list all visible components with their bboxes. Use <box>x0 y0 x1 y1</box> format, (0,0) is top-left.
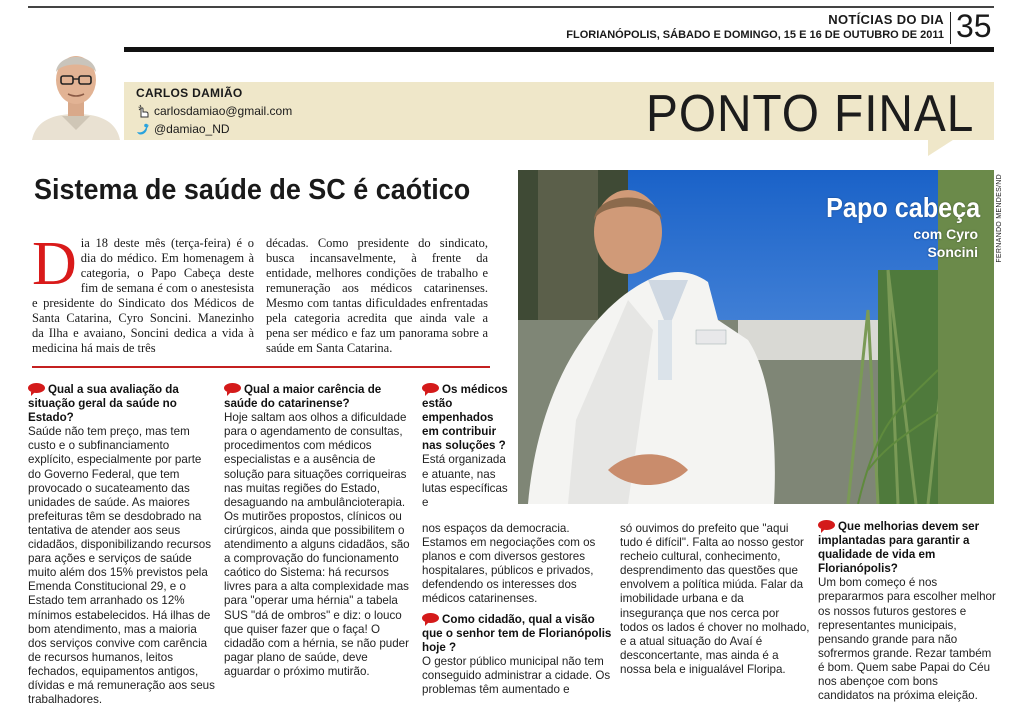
question-5 <box>818 520 996 576</box>
page-number-divider <box>950 12 951 44</box>
author-twitter[interactable]: @damiao_ND <box>154 122 230 136</box>
author-email-row <box>136 104 292 118</box>
photo-title: Papo cabeça <box>825 192 980 223</box>
question-1-text: Qual a sua avaliação da situação geral da saúde no Estado? <box>28 383 179 425</box>
answer-4-part-2: só ouvimos do prefeito que "aqui tudo é difícil". Falta ao nosso gestor recheio cultural, conhecimento, desprendimento das questões que envolvem a política miúda. Falar da imobilidade urbana e da insegurança que nos cerca por todos os lados é chover no molhado, e a atual situação do Avaí é desconcertante, mas ainda é a nossa bela e inigualável Floripa. <box>620 522 810 676</box>
article-headline: Sistema de saúde de SC é caótico <box>34 174 471 206</box>
intro-text-1: ia 18 deste mês (terça-feira) é o dia do médico. Em homenagem à categoria, o Papo Cabeça deste fim de semana é com o anestesista e presidente do Sindicato dos Médicos de Santa Catarina, Cyro Soncini. Manezinho da Ilha e avaiano, Soncini dedica a vida à medicina há mais de três <box>32 236 254 355</box>
intro-column-1 <box>32 230 254 356</box>
interview-column-5 <box>818 520 996 703</box>
speech-bubble-icon <box>28 383 45 393</box>
question-2 <box>224 383 412 411</box>
author-block <box>136 86 292 136</box>
envelope-hand-icon <box>136 104 150 118</box>
intro-column-2: décadas. Como presidente do sindicato, busca incansavelmente, à frente da entidade, melhores condições de trabalho e remuneração aos médicos catarinenses. Mesmo com tantas dificuldades enfrentadas pela categoria acredita que ainda vale a pena ser médico e faz um panorama sobre a saúde em Santa Catarina. <box>266 236 488 355</box>
interview-column-4 <box>620 522 810 677</box>
twitter-bird-icon <box>136 122 150 136</box>
interview-column-1 <box>28 383 216 707</box>
question-3 <box>422 383 512 453</box>
speech-bubble-icon <box>422 613 439 623</box>
drop-cap: D <box>32 230 77 298</box>
answer-4-part-1: O gestor público municipal não tem conseguido administrar a cidade. Os problemas têm aumentado e <box>422 654 611 697</box>
interview-column-3-bottom <box>422 522 612 697</box>
answer-5: Um bom começo é nos prepararmos para escolher melhor os nossos futuros gestores e representantes municipais, pensando grande para não sofrermos grande. Rezar também é bom. Quem sabe Papai do Céu nos abençoe com bons candidatos na próxima eleição. <box>818 576 996 703</box>
author-name: CARLOS DAMIÃO <box>136 86 243 100</box>
publication-info <box>566 12 944 41</box>
publication-name: NOTÍCIAS DO DIA <box>828 12 944 27</box>
photo-subtitle-1: com Cyro <box>913 226 978 242</box>
page-number: 35 <box>956 8 992 44</box>
question-4 <box>422 613 612 655</box>
answer-1: Saúde não tem preço, mas tem custo e o subfinanciamento explícito, especialmente por parte do Governo Federal, que tem provocado o sucateamento das unidades de saúde. As maiores prefeituras têm se desdobrado na tentativa de atender aos seus cidadãos, disponibilizando recursos para ações e serviços de saúde muito além dos 15% previstos pela Emenda Constitucional 29, e o Estado tem arranhado os 12% mínimos estabelecidos. Há ilhas de bom atendimento, mas a maioria dos serviços convive com carência de recursos humanos, leitos fechados, equipamentos antigos, dívidas e má remuneração aos seus trabalhadores. <box>28 425 215 707</box>
intro-divider <box>32 366 490 368</box>
author-email[interactable]: carlosdamiao@gmail.com <box>154 104 293 118</box>
speech-bubble-icon <box>422 383 439 393</box>
answer-3-part-1: Está organizada e atuante, nas lutas específicas e <box>422 453 508 509</box>
photo-subtitle-2: Soncini <box>927 244 978 260</box>
top-rule <box>28 6 994 8</box>
author-twitter-row <box>136 122 292 136</box>
answer-3-part-2: nos espaços da democracia. Estamos em negociações com os planos e com diversos gestores hospitalares, públicos e privados, defendendo os interesses dos médicos catarinenses. <box>422 522 596 606</box>
answer-2: Hoje saltam aos olhos a dificuldade para o agendamento de consultas, procedimentos com médicos especialistas e a ausência de solução para situações corriqueiras nas muitas regiões do Estado, desaguando na ambulâncioterapia. Os mutirões propostos, clínicos ou cirúrgicos, ainda que possibilitem o atendimento a alguns cidadãos, são a comprovação do funcionamento caótico do Sistema: há recursos livres para a alta complexidade mas para "operar uma hérnia" a tabela SUS "dá de ombros" e diz: o louco que quiser fazer que o faça! O cidadão com a hérnia, se não puder pagar plano de saúde, deve aguardar o próximo mutirão. <box>224 411 410 678</box>
question-2-text: Qual a maior carência de saúde do catarinense? <box>224 383 382 411</box>
question-5-text: Que melhorias devem ser implantadas para garantir a qualidade de vida em Florianópolis? <box>818 520 980 576</box>
question-1 <box>28 383 216 425</box>
speech-bubble-icon <box>224 383 241 393</box>
masthead-rule <box>28 47 994 52</box>
interview-column-2 <box>224 383 412 679</box>
interview-column-3-top <box>422 383 512 510</box>
question-4-text: Como cidadão, qual a visão que o senhor tem de Florianópolis hoje ? <box>422 612 612 654</box>
question-3-text: Os médicos estão empenhados em contribuir nas soluções ? <box>422 383 508 453</box>
column-title: PONTO FINAL <box>646 85 975 143</box>
photo-credit: FERNANDO MENDES/ND <box>996 174 1003 263</box>
dateline: FLORIANÓPOLIS, SÁBADO E DOMINGO, 15 E 16 DE OUTUBRO DE 2011 <box>566 29 944 41</box>
speech-bubble-icon <box>818 520 835 530</box>
author-portrait <box>28 44 124 140</box>
photo-caption <box>809 192 980 260</box>
